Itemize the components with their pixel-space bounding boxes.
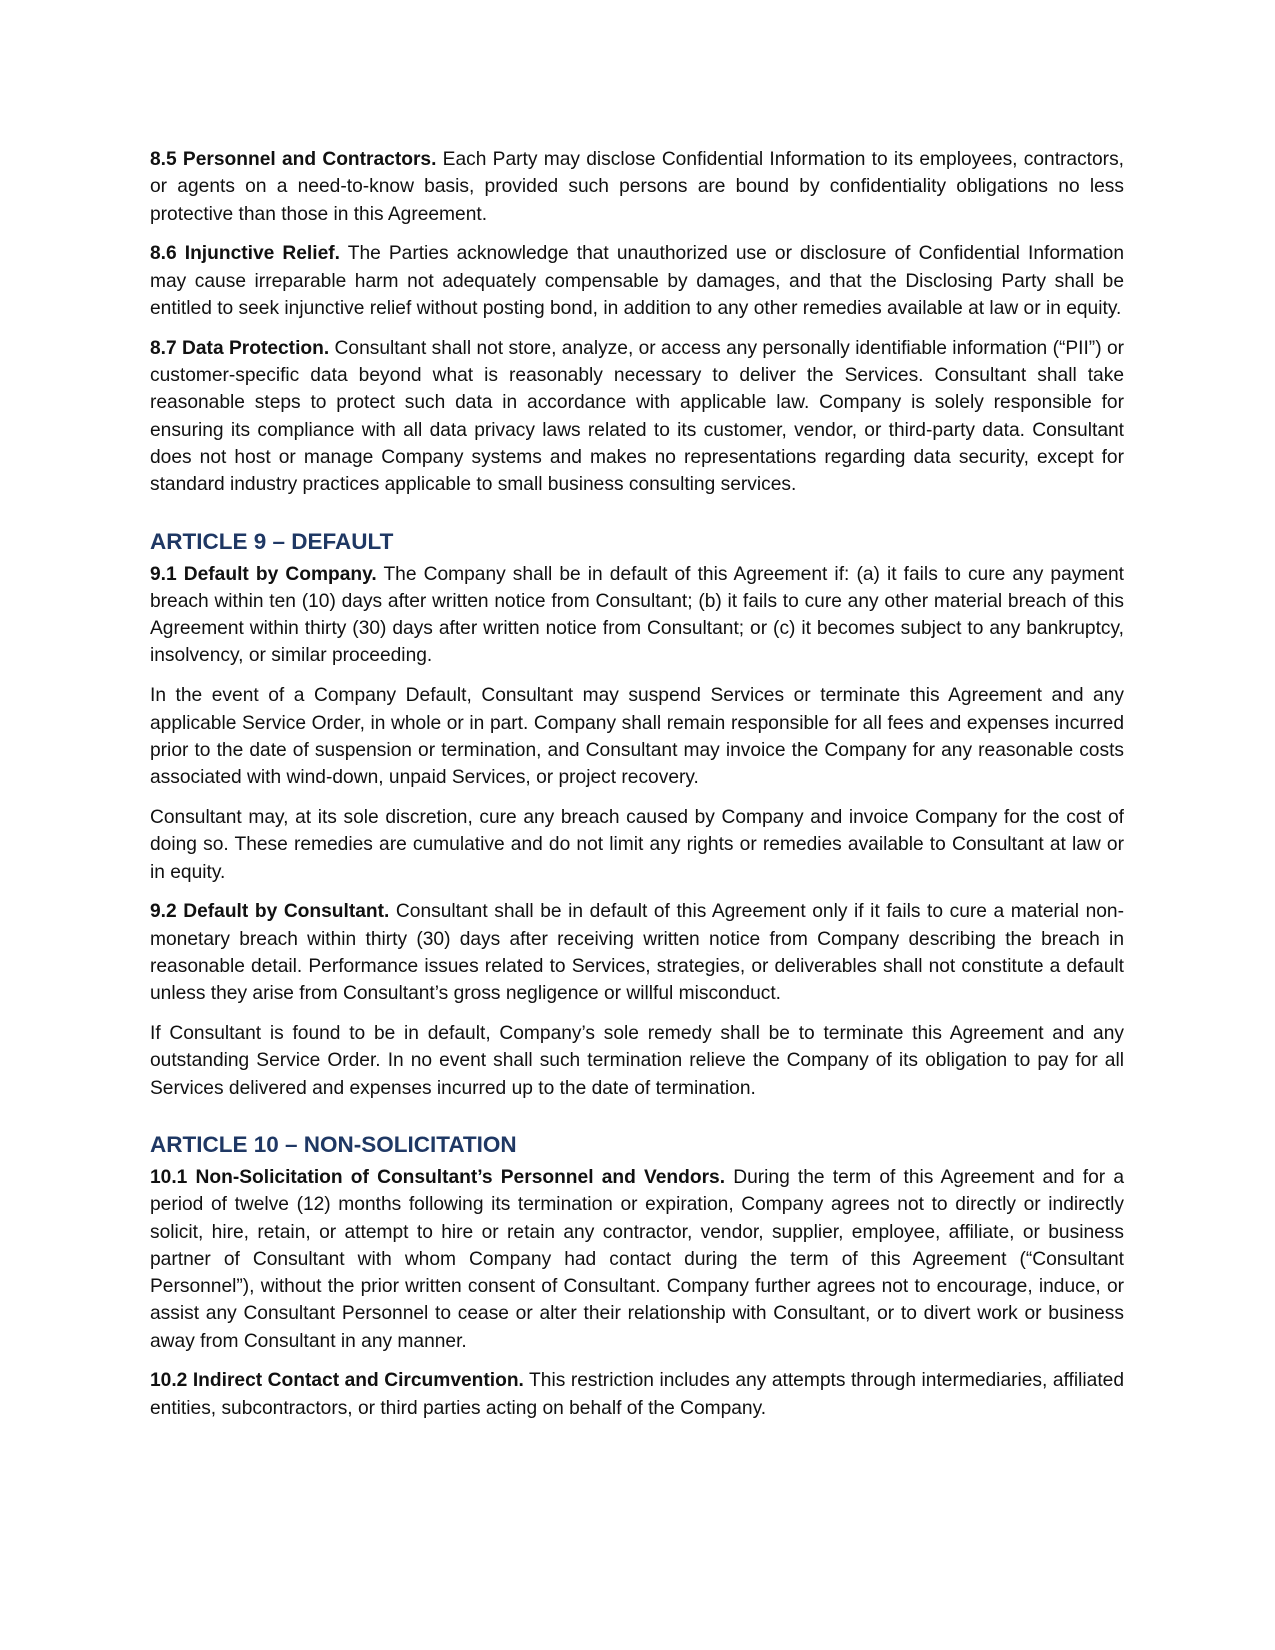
article-10-title: ARTICLE 10 – NON-SOLICITATION (150, 1131, 517, 1157)
section-8-5 (150, 146, 1124, 228)
section-9-2-heading: 9.2 Default by Consultant. (150, 901, 390, 923)
section-10-2-heading: 10.2 Indirect Contact and Circumvention. (150, 1370, 524, 1392)
section-8-6 (150, 240, 1124, 322)
section-8-6-text: The Parties acknowledge that unauthorized use or disclosure of Confidential Information may cause irreparable harm not adequately compensable by damages, and that the Disclosing Party shall be entitled to seek injunctive relief without posting bond, in addition to any other remedies available at law or in equity. (150, 243, 1124, 319)
section-10-2 (150, 1367, 1124, 1422)
section-10-1-heading: 10.1 Non-Solicitation of Consultant’s Personnel and Vendors. (150, 1166, 726, 1188)
section-9-1-paragraph-2: In the event of a Company Default, Consultant may suspend Services or terminate this Agreement and any applicable Service Order, in whole or in part. Company shall remain responsible for all fees and expenses incurred prior to the date of suspension or termination, and Consultant may invoice the Company for any reasonable costs associated with wind-down, unpaid Services, or project recovery. (150, 685, 1124, 789)
section-8-6-heading: 8.6 Injunctive Relief. (150, 243, 340, 265)
article-9-title: ARTICLE 9 – DEFAULT (150, 528, 394, 554)
section-10-1-text: During the term of this Agreement and for a period of twelve (12) months following its termination or expiration, Company agrees not to directly or indirectly solicit, hire, retain, or attempt to hire or retain any contractor, vendor, supplier, employee, affiliate, or business partner of Consultant with whom Company had contact during the term of this Agreement (“Consultant Personnel”), without the prior written consent of Consultant. Company further agrees not to encourage, induce, or assist any Consultant Personnel to cease or alter their relationship with Consultant, or to divert work or business away from Consultant in any manner. (150, 1166, 1124, 1352)
section-10-1 (150, 1164, 1124, 1355)
document-page (150, 146, 1124, 1435)
section-9-2 (150, 898, 1124, 1007)
section-9-2-paragraph-2: If Consultant is found to be in default, Company’s sole remedy shall be to terminate this Agreement and any outstanding Service Order. In no event shall such termination relieve the Company of its obligation to pay for all Services delivered and expenses incurred up to the date of termination. (150, 1023, 1124, 1099)
section-8-5-heading: 8.5 Personnel and Contractors. (150, 149, 437, 170)
section-8-7-heading: 8.7 Data Protection. (150, 337, 330, 359)
section-8-5-text: Each Party may disclose Confidential Information to its employees, contractors, or agents on a need-to-know basis, provided such persons are bound by confidentiality obligations no less protective than those in this Agreement. (150, 149, 1124, 225)
section-9-1-text: The Company shall be in default of this Agreement if: (a) it fails to cure any payment breach within ten (10) days after written notice from Consultant; (b) it fails to cure any other material breach of this Agreement within thirty (30) days after written notice from Consultant; or (c) it becomes subject to any bankruptcy, insolvency, or similar proceeding. (150, 563, 1124, 667)
section-9-2-text: Consultant shall be in default of this Agreement only if it fails to cure a material non-monetary breach within thirty (30) days after receiving written notice from Company describing the breach in reasonable detail. Performance issues related to Services, strategies, or deliverables shall not constitute a default unless they arise from Consultant’s gross negligence or willful misconduct. (150, 901, 1124, 1005)
section-8-7-text: Consultant shall not store, analyze, or access any personally identifiable information (“PII”) or customer-specific data beyond what is reasonably necessary to deliver the Services. Consultant shall take reasonable steps to protect such data in accordance with applicable law. Company is solely responsible for ensuring its compliance with all data privacy laws related to its customer, vendor, or third-party data. Consultant does not host or manage Company systems and makes no representations regarding data security, except for standard industry practices applicable to small business consulting services. (150, 337, 1125, 496)
section-9-1-heading: 9.1 Default by Company. (150, 563, 377, 585)
section-9-1-paragraph-3: Consultant may, at its sole discretion, cure any breach caused by Company and invoice Company for the cost of doing so. These remedies are cumulative and do not limit any rights or remedies available to Consultant at law or in equity. (150, 806, 1124, 883)
section-9-1 (150, 561, 1124, 670)
section-10-2-text: This restriction includes any attempts through intermediaries, affiliated entities, subcontractors, or third parties acting on behalf of the Company. (150, 1370, 1124, 1419)
section-8-7 (150, 335, 1124, 499)
